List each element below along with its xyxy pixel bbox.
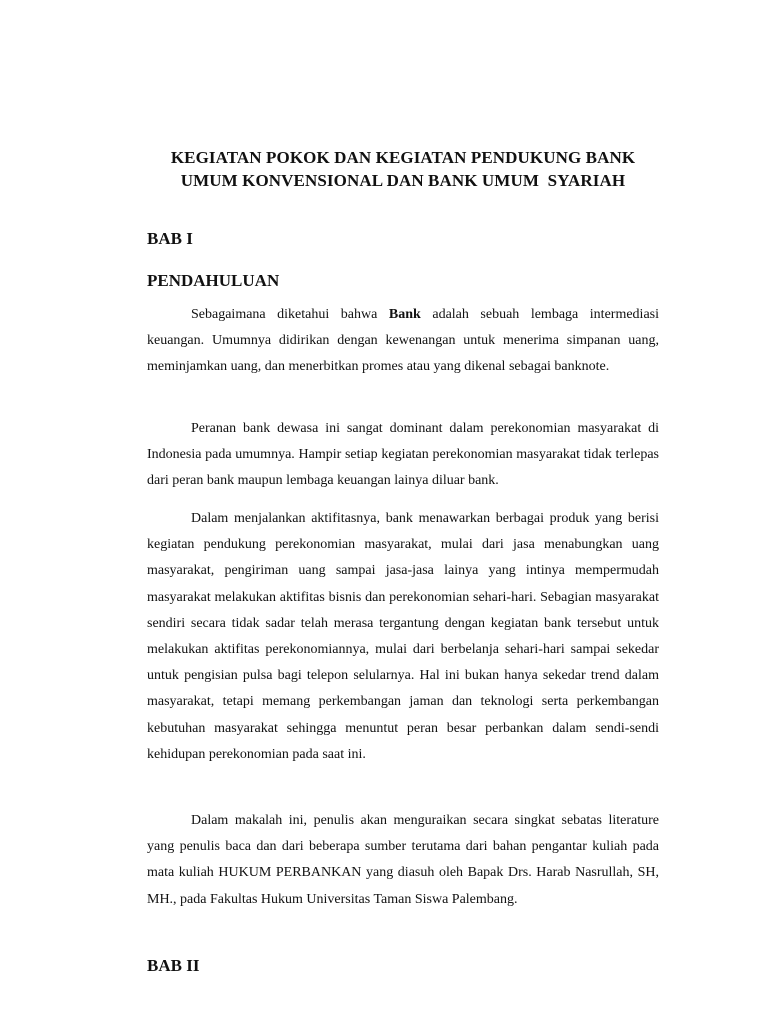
chapter-heading-bab-2: BAB II (147, 956, 200, 975)
title-line-1: KEGIATAN POKOK DAN KEGIATAN PENDUKUNG BANK (170, 148, 636, 167)
paragraph-2: Peranan bank dewasa ini sangat dominant dalam perekonomian masyarakat di Indonesia pada umumnya. Hampir setiap kegiatan perekonomian masyarakat tidak terlepas dari peran bank maupun lembaga keuangan lainya diluar bank. (147, 421, 659, 489)
title-line-2: UMUM KONVENSIONAL DAN BANK UMUM SYARIAH (180, 171, 626, 190)
paragraph-4: Dalam makalah ini, penulis akan menguraikan secara singkat sebatas literature yang penulis baca dan dari beberapa sumber terutama dari bahan pengantar kuliah pada mata kuliah HUKUM PERBANKAN yang diasuh oleh Bapak Drs. Harab Nasrullah, SH, MH., pada Fakultas Hukum Universitas Taman Siswa Palembang. (147, 813, 659, 907)
document-title (137, 146, 669, 192)
paragraph-3: Dalam menjalankan aktifitasnya, bank menawarkan berbagai produk yang berisi kegiatan pendukung perekonomian masyarakat, mulai dari jasa menabungkan uang masyarakat, pengiriman uang sampai jasa-jasa lainya yang intinya mempermudah masyarakat melakukan aktifitas bisnis dan perekonomian sehari-hari. Sebagian masyarakat sendiri secara tidak sadar telah merasa tergantung dengan kegiatan bank tersebut untuk melakukan aktifitas perekonomiannya, mulai dari berbelanja sehari-hari sampai sekedar untuk pengisian pulsa bagi telepon selularnya. Hal ini bukan hanya sekedar trend dalam masyarakat, tetapi memang perkembangan jaman dan teknologi serta perkembangan kebutuhan masyarakat sehingga menuntut peran besar perbankan dalam sendi-sendi kehidupan perekonomian pada saat ini. (147, 511, 659, 762)
paragraph-1-bold-term: Bank (388, 307, 421, 322)
chapter-heading-bab-1: BAB I (147, 229, 193, 248)
document-page (147, 0, 659, 1024)
paragraph-1 (147, 302, 659, 381)
paragraph-1-text-end: adalah sebuah lembaga intermediasi keuangan. Umumnya didirikan dengan kewenangan untuk menerima simpanan uang, meminjamkan uang, dan menerbitkan promes atau yang dikenal sebagai banknote. (147, 307, 659, 375)
paragraph-1-text-start: Sebagaimana diketahui bahwa (191, 307, 389, 322)
section-heading-pendahuluan: PENDAHULUAN (147, 271, 280, 290)
